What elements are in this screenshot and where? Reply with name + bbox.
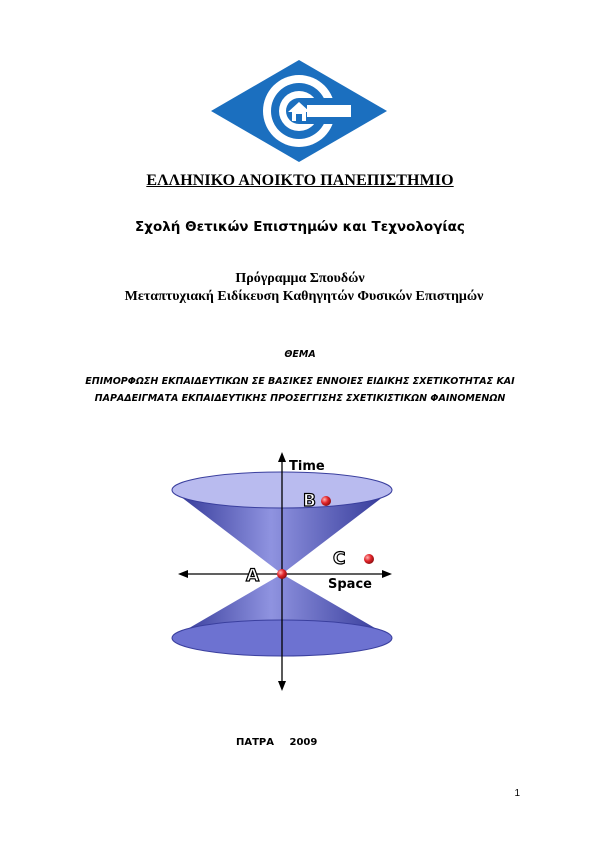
program-line1: Πρόγραμμα Σπουδών: [235, 271, 365, 286]
university-name: ΕΛΛΗΝΙΚΟ ΑΝΟΙΚΤΟ ΠΑΝΕΠΙΣΤΗΜΙΟ: [146, 172, 454, 189]
program-line2: Μεταπτυχιακή Ειδίκευση Καθηγητών Φυσικών Επιστημών: [124, 289, 484, 304]
event-a: [277, 569, 287, 579]
space-label: Space: [328, 577, 372, 592]
page-number: 1: [514, 788, 520, 799]
program-title: [0, 270, 600, 306]
university-logo-icon: [208, 58, 390, 164]
year: 2009: [289, 737, 318, 748]
time-arrow-up: [278, 452, 286, 462]
space-arrow-left: [178, 570, 188, 578]
topic-title: [0, 373, 600, 407]
topic-line1: ΕΠΙΜΟΡΦΩΣΗ ΕΚΠΑΙΔΕΥΤΙΚΩΝ ΣΕ ΒΑΣΙΚΕΣ ΕΝΝΟΙΕΣ ΕΙΔΙΚΗΣ ΣΧΕΤΙΚΟΤΗΤΑΣ ΚΑΙ: [85, 376, 515, 387]
time-arrow-down: [278, 681, 286, 691]
point-c-label: C: [333, 549, 346, 569]
place: ΠΑΤΡΑ: [236, 737, 274, 748]
event-b: [321, 496, 331, 506]
space-arrow-right: [382, 570, 392, 578]
point-a-label: A: [246, 566, 260, 586]
school-name: Σχολή Θετικών Επιστημών και Τεχνολογίας: [135, 219, 465, 235]
topic-label: ΘΕΜΑ: [284, 349, 316, 360]
point-b-label: B: [303, 491, 316, 511]
topic-line2: ΠΑΡΑΔΕΙΓΜΑΤΑ ΕΚΠΑΙΔΕΥΤΙΚΗΣ ΠΡΟΣΕΓΓΙΣΗΣ ΣΧΕΤΙΚΙΣΤΙΚΩΝ ΦΑΙΝΟΜΕΝΩΝ: [94, 393, 506, 404]
light-cone-diagram: [150, 448, 420, 698]
time-label: Time: [289, 459, 325, 474]
event-c: [364, 554, 374, 564]
place-and-year: [236, 737, 317, 748]
